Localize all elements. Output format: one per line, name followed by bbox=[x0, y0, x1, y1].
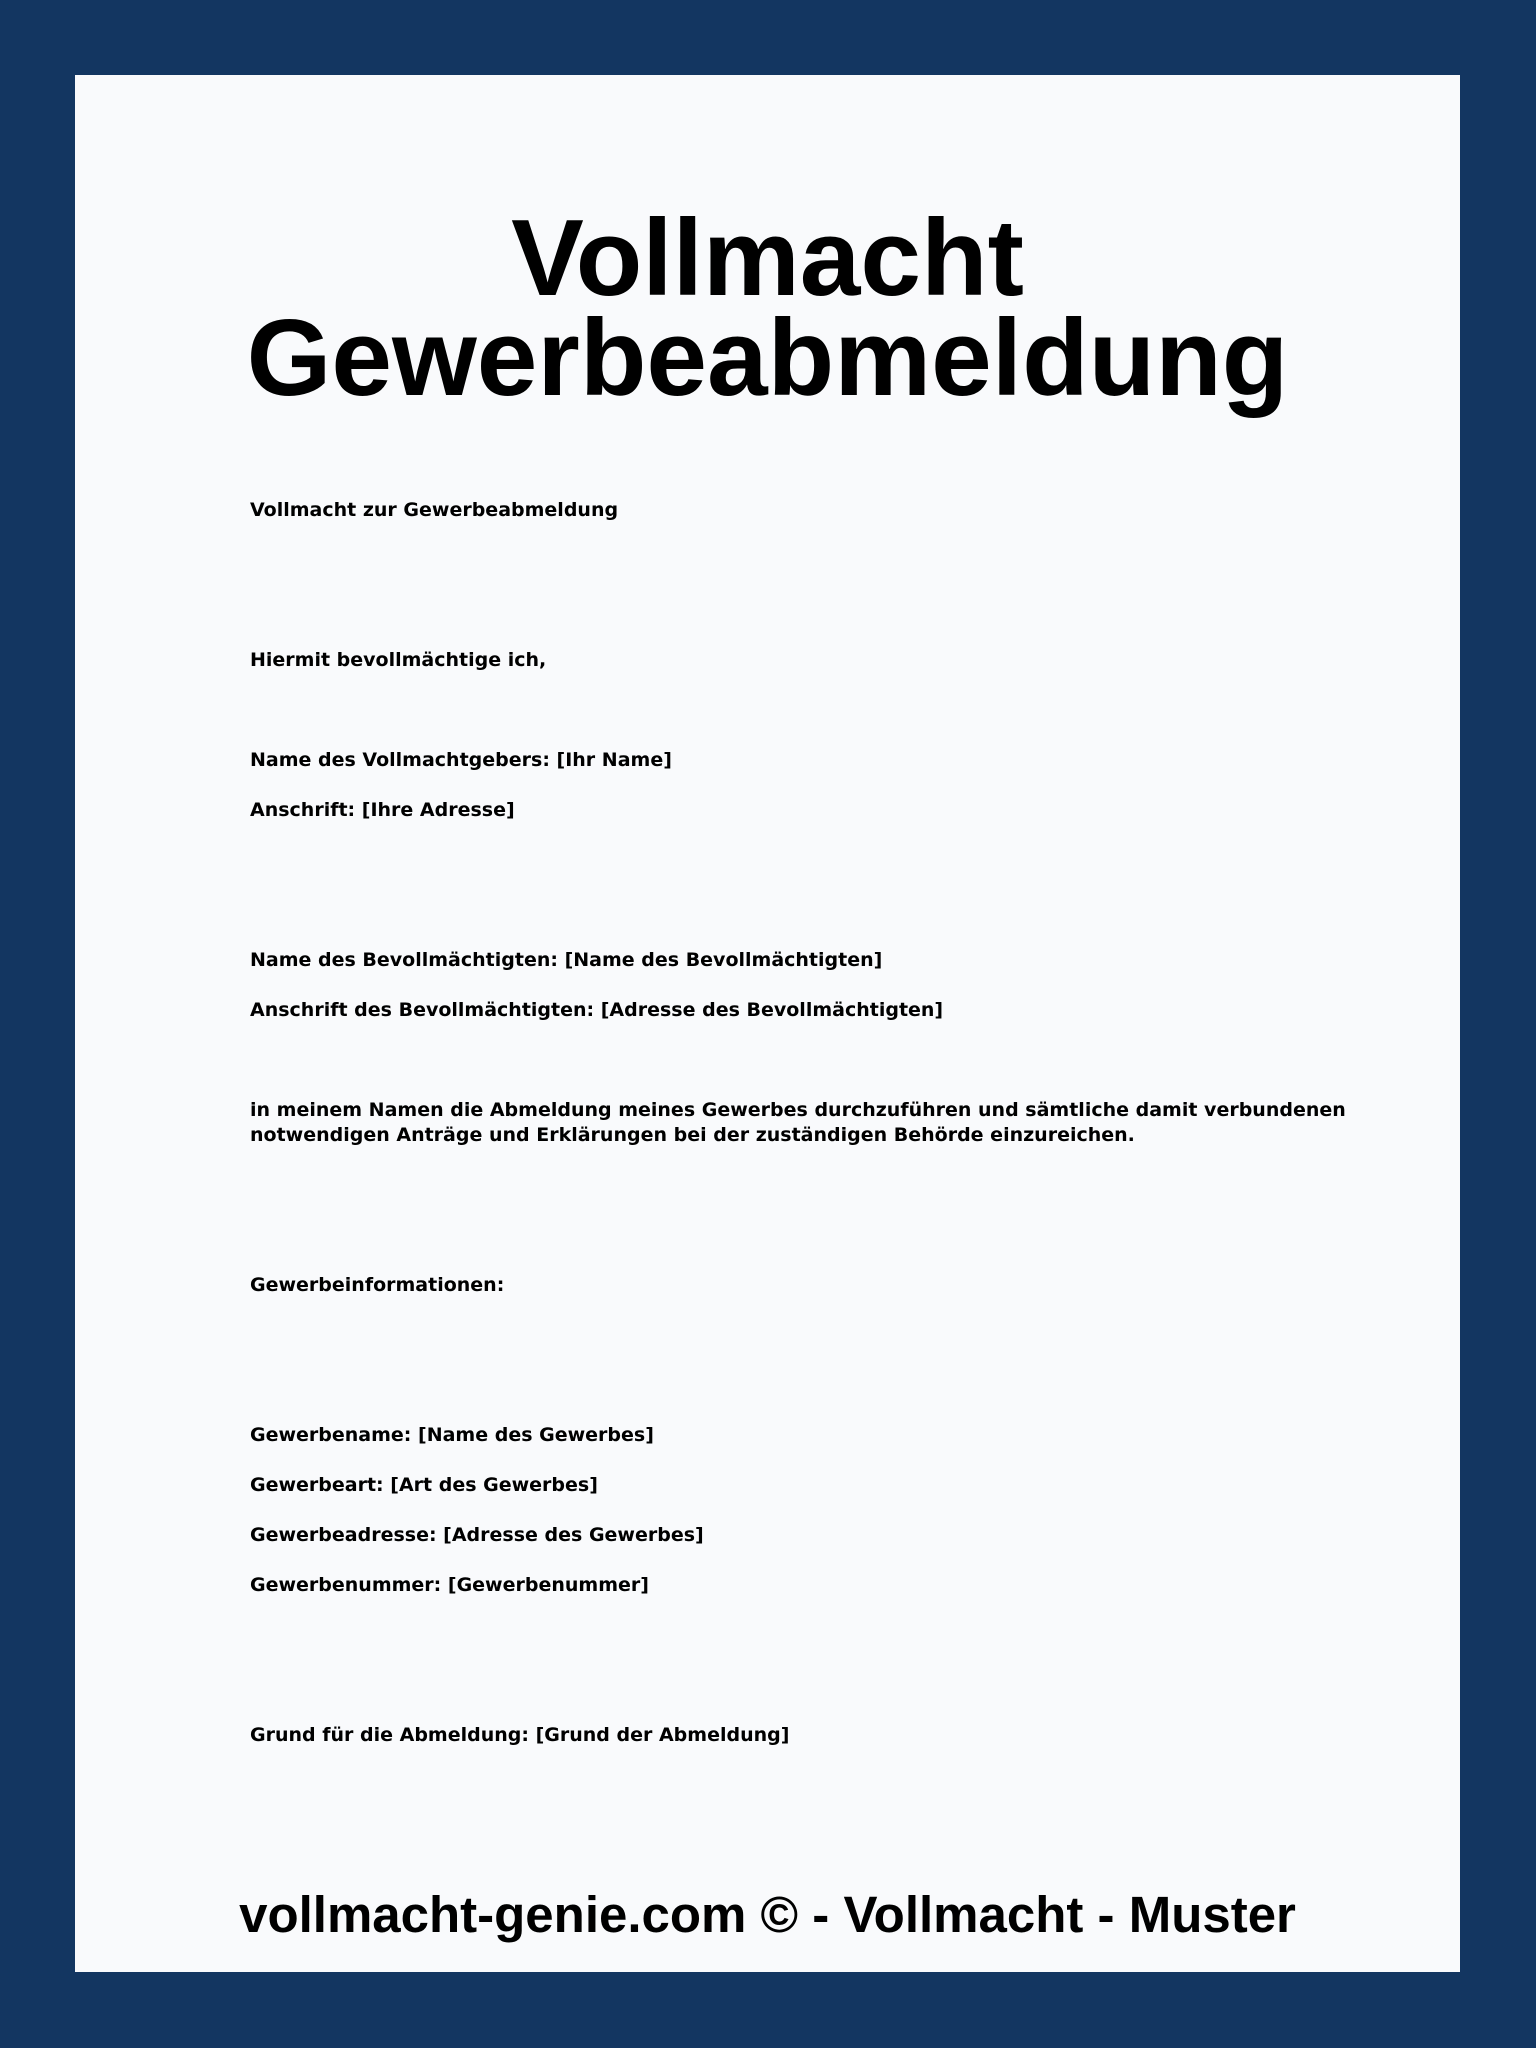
business-name: Gewerbename: [Name des Gewerbes] bbox=[250, 1424, 654, 1446]
document-title-line-1: Vollmacht bbox=[511, 197, 1024, 319]
authorization-text-line-1: in meinem Namen die Abmeldung meines Gewerbes durchzuführen und sämtliche damit verbundenen bbox=[250, 1099, 1346, 1121]
agent-name: Name des Bevollmächtigten: [Name des Bevollmächtigten] bbox=[250, 949, 883, 971]
business-type: Gewerbeart: [Art des Gewerbes] bbox=[250, 1474, 598, 1496]
authorization-text-line-2: notwendigen Anträge und Erklärungen bei der zuständigen Behörde einzureichen. bbox=[250, 1124, 1135, 1146]
intro-text: Hiermit bevollmächtige ich, bbox=[250, 649, 547, 671]
agent-address: Anschrift des Bevollmächtigten: [Adresse des Bevollmächtigten] bbox=[250, 999, 944, 1021]
document-title-line-2: Gewerbeabmeldung bbox=[246, 297, 1289, 419]
deregistration-reason: Grund für die Abmeldung: [Grund der Abmeldung] bbox=[250, 1724, 790, 1746]
grantor-name: Name des Vollmachtgebers: [Ihr Name] bbox=[250, 749, 672, 771]
business-info-heading: Gewerbeinformationen: bbox=[250, 1274, 505, 1296]
document-page bbox=[75, 75, 1460, 1972]
footer-watermark-text: vollmacht-genie.com © - Vollmacht - Muster bbox=[239, 1886, 1296, 1943]
document-subtitle: Vollmacht zur Gewerbeabmeldung bbox=[250, 499, 619, 521]
business-address: Gewerbeadresse: [Adresse des Gewerbes] bbox=[250, 1524, 704, 1546]
grantor-address: Anschrift: [Ihre Adresse] bbox=[250, 799, 515, 821]
business-number: Gewerbenummer: [Gewerbenummer] bbox=[250, 1574, 649, 1596]
